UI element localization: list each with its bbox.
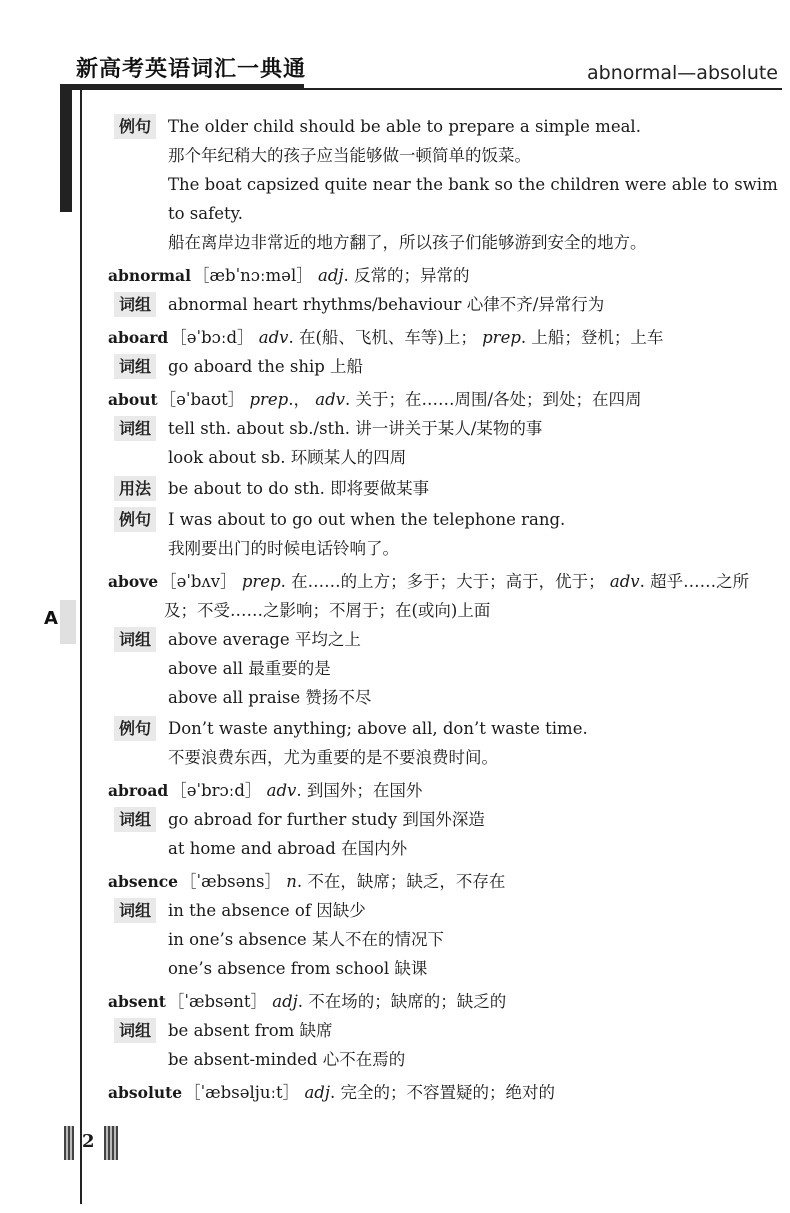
example-line: The boat capsized quite near the bank so the children were able to swim to safety.: [168, 175, 778, 223]
block-line: look about sb. 环顾某人的四周: [168, 448, 407, 467]
definition-continued: 及；不受……之影响；不屑于；在(或向)上面: [164, 601, 491, 620]
entry-list: [108, 261, 783, 1107]
section-letter: A: [44, 608, 58, 629]
part-of-speech: adj: [272, 992, 298, 1011]
definition: . 在……的上方；多于；大于；高于，优于；: [280, 572, 605, 591]
dictionary-content: [108, 112, 783, 1107]
part-of-speech: prep: [249, 390, 289, 409]
section-tab: [60, 600, 76, 644]
block-line: be absent-minded 心不在焉的: [168, 1050, 406, 1069]
page-number: 2: [82, 1131, 95, 1152]
margin-rule-thin: [80, 84, 82, 1204]
block-tag: 例句: [114, 716, 156, 741]
part-of-speech: adv: [258, 328, 289, 347]
definition: . 不在，缺席；缺乏，不存在: [296, 872, 506, 891]
entry-block: [108, 414, 783, 472]
headword: about: [108, 390, 158, 409]
block-line: be absent from 缺席: [168, 1021, 333, 1040]
entry-headline: [108, 567, 783, 596]
headword: above: [108, 572, 159, 591]
headword: abnormal: [108, 266, 191, 285]
block-line: above average 平均之上: [168, 630, 361, 649]
definition: . 关于；在……周围/各处；到处；在四周: [344, 390, 642, 409]
block-line: at home and abroad 在国内外: [168, 839, 408, 858]
block-line: 我刚要出门的时候电话铃响了。: [168, 539, 399, 558]
block-line: Don’t waste anything; above all, don’t waste time.: [168, 719, 588, 738]
definition: . 完全的；不容置疑的；绝对的: [329, 1083, 555, 1102]
entry-headline: [108, 1078, 783, 1107]
block-tag: 词组: [114, 627, 156, 652]
intro-example-block: [108, 112, 783, 257]
entry-block: [108, 290, 783, 319]
block-tag: 词组: [114, 354, 156, 379]
part-of-speech: adv: [609, 572, 640, 591]
entry-block: [108, 1016, 783, 1074]
headword: aboard: [108, 328, 169, 347]
definition: . 超乎……之所: [639, 572, 750, 591]
block-line: above all praise 赞扬不尽: [168, 688, 372, 707]
block-tag: 例句: [114, 507, 156, 532]
definition: . 不在场的；缺席的；缺乏的: [297, 992, 507, 1011]
block-tag: 例句: [114, 114, 156, 139]
entry-block: [108, 352, 783, 381]
example-line: The older child should be able to prepare a simple meal.: [168, 117, 641, 136]
entry-block: [108, 805, 783, 863]
block-line: be about to do sth. 即将要做某事: [168, 479, 430, 498]
definition: . 到国外；在国外: [296, 781, 423, 800]
phonetic: ［ˈæbsəns］: [180, 872, 281, 891]
page-number-ornament-left: [64, 1126, 74, 1160]
page-number-ornament-right: [104, 1126, 118, 1160]
phonetic: ［əˈbɔːd］: [170, 328, 254, 347]
header-rule: [60, 88, 782, 90]
block-tag: 词组: [114, 1018, 156, 1043]
definition: . 在(船、飞机、车等)上；: [288, 328, 477, 347]
phonetic: ［əˈbrɔːd］: [170, 781, 262, 800]
block-tag: 词组: [114, 807, 156, 832]
block-line: abnormal heart rhythms/behaviour 心律不齐/异常行为: [168, 295, 605, 314]
phonetic: ［ˈæbsənt］: [167, 992, 268, 1011]
block-line: in one’s absence 某人不在的情况下: [168, 930, 444, 949]
part-of-speech: adv: [315, 390, 345, 409]
headword: absence: [108, 872, 179, 891]
entry-headline: [108, 867, 783, 896]
entry-headline: [108, 776, 783, 805]
headword: abroad: [108, 781, 169, 800]
phonetic: ［əˈbʌv］: [160, 572, 237, 591]
part-of-speech: adj: [317, 266, 344, 285]
entry-headline: [108, 323, 783, 352]
part-of-speech: prep: [482, 328, 521, 347]
definition: . 上船；登机；上车: [520, 328, 664, 347]
definition: .，: [288, 390, 310, 409]
block-tag: 词组: [114, 292, 156, 317]
part-of-speech: prep: [241, 572, 281, 591]
phonetic: ［əˈbaʊt］: [159, 390, 245, 409]
example-line: 那个年纪稍大的孩子应当能够做一顿简单的饭菜。: [168, 146, 531, 165]
entry-block: [108, 896, 783, 983]
entry-block: [108, 625, 783, 712]
word-range: abnormal—absolute: [587, 62, 778, 84]
entry-block: [108, 714, 783, 772]
block-line: go aboard the ship 上船: [168, 357, 364, 376]
book-title: 新高考英语词汇一典通: [76, 57, 307, 82]
block-tag: 用法: [114, 476, 156, 501]
part-of-speech: adv: [266, 781, 297, 800]
entry-block: [108, 474, 783, 503]
entry-headline: [108, 385, 783, 414]
block-line: 不要浪费东西，尤为重要的是不要浪费时间。: [168, 748, 498, 767]
block-line: in the absence of 因缺少: [168, 901, 366, 920]
block-line: I was about to go out when the telephone rang.: [168, 510, 566, 529]
part-of-speech: n: [286, 872, 297, 891]
headword: absent: [108, 992, 166, 1011]
definition: . 反常的；异常的: [343, 266, 470, 285]
block-line: one’s absence from school 缺课: [168, 959, 428, 978]
block-tag: 词组: [114, 898, 156, 923]
example-line: 船在离岸边非常近的地方翻了，所以孩子们能够游到安全的地方。: [168, 233, 647, 252]
entry-headline: [108, 987, 783, 1016]
block-tag: 词组: [114, 416, 156, 441]
margin-rule-thick: [60, 84, 72, 212]
phonetic: ［æbˈnɔːməl］: [193, 266, 313, 285]
phonetic: ［ˈæbsəljuːt］: [184, 1083, 300, 1102]
block-line: go abroad for further study 到国外深造: [168, 810, 485, 829]
block-line: tell sth. about sb./sth. 讲一讲关于某人/某物的事: [168, 419, 543, 438]
entry-block: [108, 505, 783, 563]
part-of-speech: adj: [304, 1083, 330, 1102]
headword: absolute: [108, 1083, 183, 1102]
block-line: above all 最重要的是: [168, 659, 331, 678]
entry-headline: [108, 261, 783, 290]
